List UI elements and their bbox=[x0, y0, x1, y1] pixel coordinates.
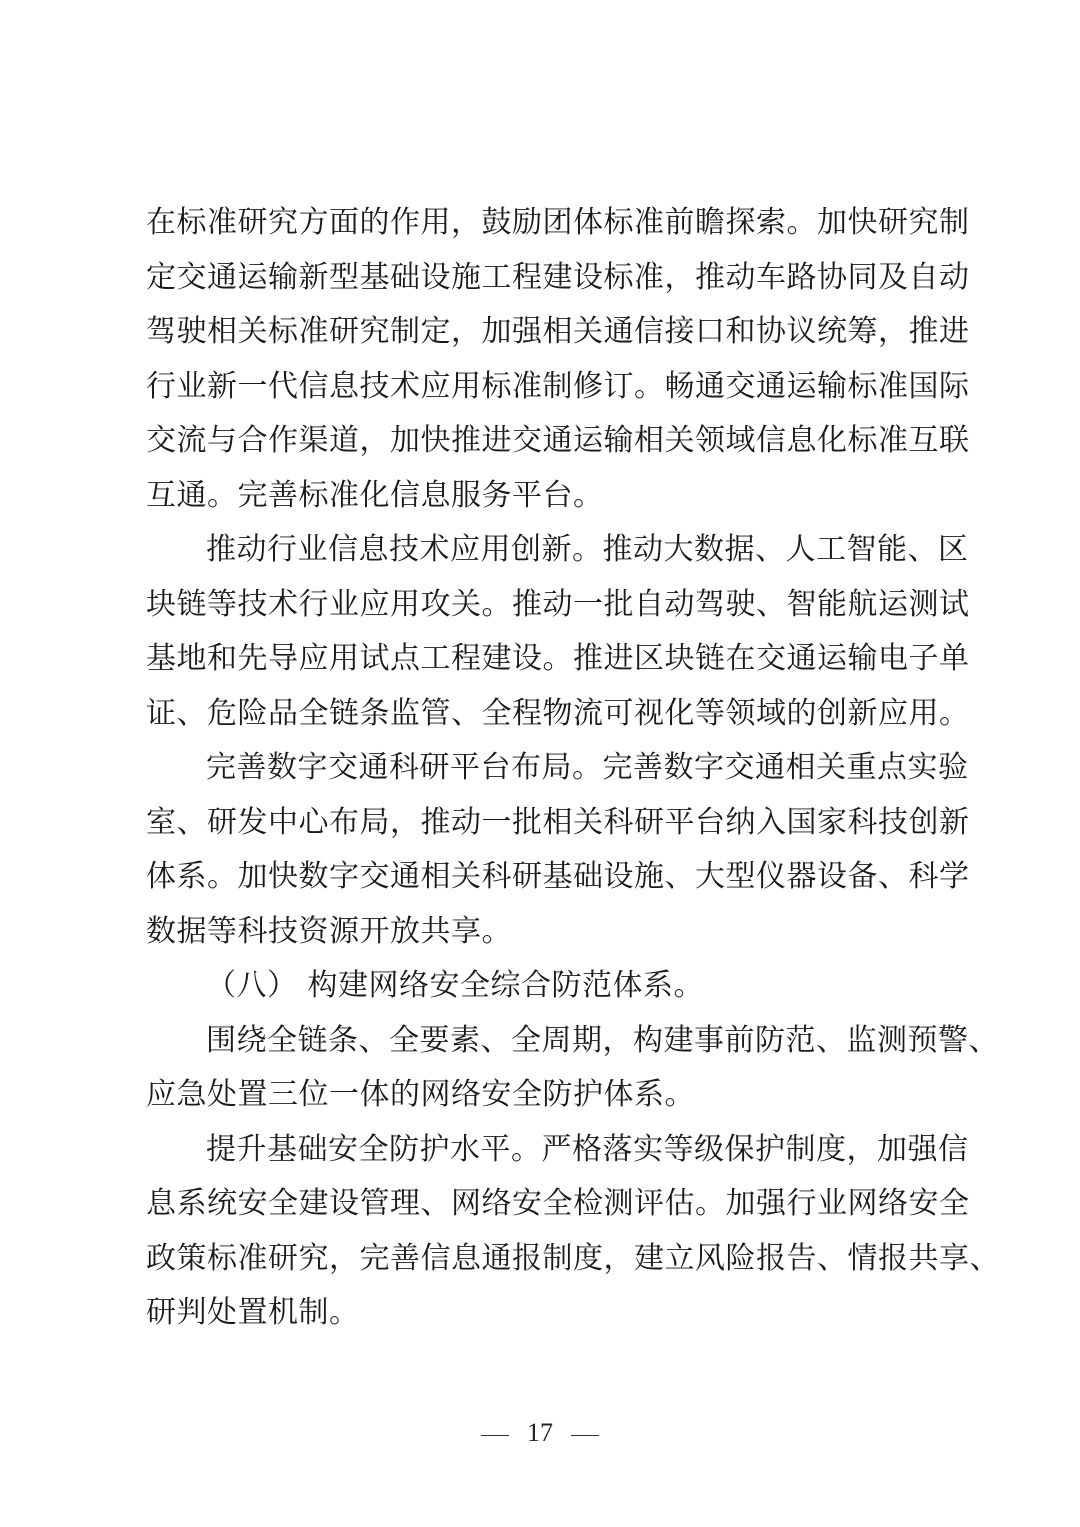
text-line: 应急处置三位一体的网络安全防护体系。 bbox=[146, 1077, 695, 1112]
text-line: 驾驶相关标准研究制定，加强相关通信接口和协议统筹，推进 bbox=[146, 314, 970, 349]
dash-divider bbox=[481, 1435, 509, 1436]
text-line: 基地和先导应用试点工程建设。推进区块链在交通运输电子单 bbox=[146, 641, 970, 676]
text-line: 交流与合作渠道，加快推进交通运输相关领域信息化标准互联 bbox=[146, 423, 970, 458]
text-line: 定交通运输新型基础设施工程建设标准，推动车路协同及自动 bbox=[146, 259, 970, 295]
text-line: 数据等科技资源开放共享。 bbox=[146, 913, 512, 949]
text-line: 证、危险品全链条监管、全程物流可视化等领域的创新应用。 bbox=[146, 695, 970, 731]
dash-divider bbox=[571, 1435, 599, 1436]
paragraph-first-line: 完善数字交通科研平台布局。完善数字交通相关重点实验 bbox=[206, 750, 969, 785]
section-heading: （八） 构建网络安全综合防范体系。 bbox=[206, 968, 705, 1003]
text-line: 在标准研究方面的作用，鼓励团体标准前瞻探索。加快研究制 bbox=[146, 205, 970, 240]
page-number: 17 bbox=[527, 1418, 553, 1447]
text-line: 体系。加快数字交通相关科研基础设施、大型仪器设备、科学 bbox=[146, 859, 970, 894]
paragraph-first-line: 提升基础安全防护水平。严格落实等级保护制度，加强信 bbox=[206, 1131, 969, 1167]
page-footer bbox=[0, 1416, 1080, 1450]
text-line: 行业新一代信息技术应用标准制修订。畅通交通运输标准国际 bbox=[146, 368, 970, 404]
paragraph-first-line: 推动行业信息技术应用创新。推动大数据、人工智能、区 bbox=[206, 532, 969, 567]
text-line: 互通。完善标准化信息服务平台。 bbox=[146, 477, 604, 513]
text-line: 政策标准研究，完善信息通报制度，建立风险报告、情报共享、 bbox=[146, 1240, 1000, 1276]
paragraph-first-line: 围绕全链条、全要素、全周期，构建事前防范、监测预警、 bbox=[206, 1022, 999, 1058]
text-line: 研判处置机制。 bbox=[146, 1295, 360, 1330]
text-line: 息系统安全建设管理、网络安全检测评估。加强行业网络安全 bbox=[146, 1186, 970, 1221]
text-line: 块链等技术行业应用攻关。推动一批自动驾驶、智能航运测试 bbox=[146, 586, 970, 622]
text-line: 室、研发中心布局，推动一批相关科研平台纳入国家科技创新 bbox=[146, 804, 970, 840]
document-body bbox=[146, 196, 1000, 1341]
